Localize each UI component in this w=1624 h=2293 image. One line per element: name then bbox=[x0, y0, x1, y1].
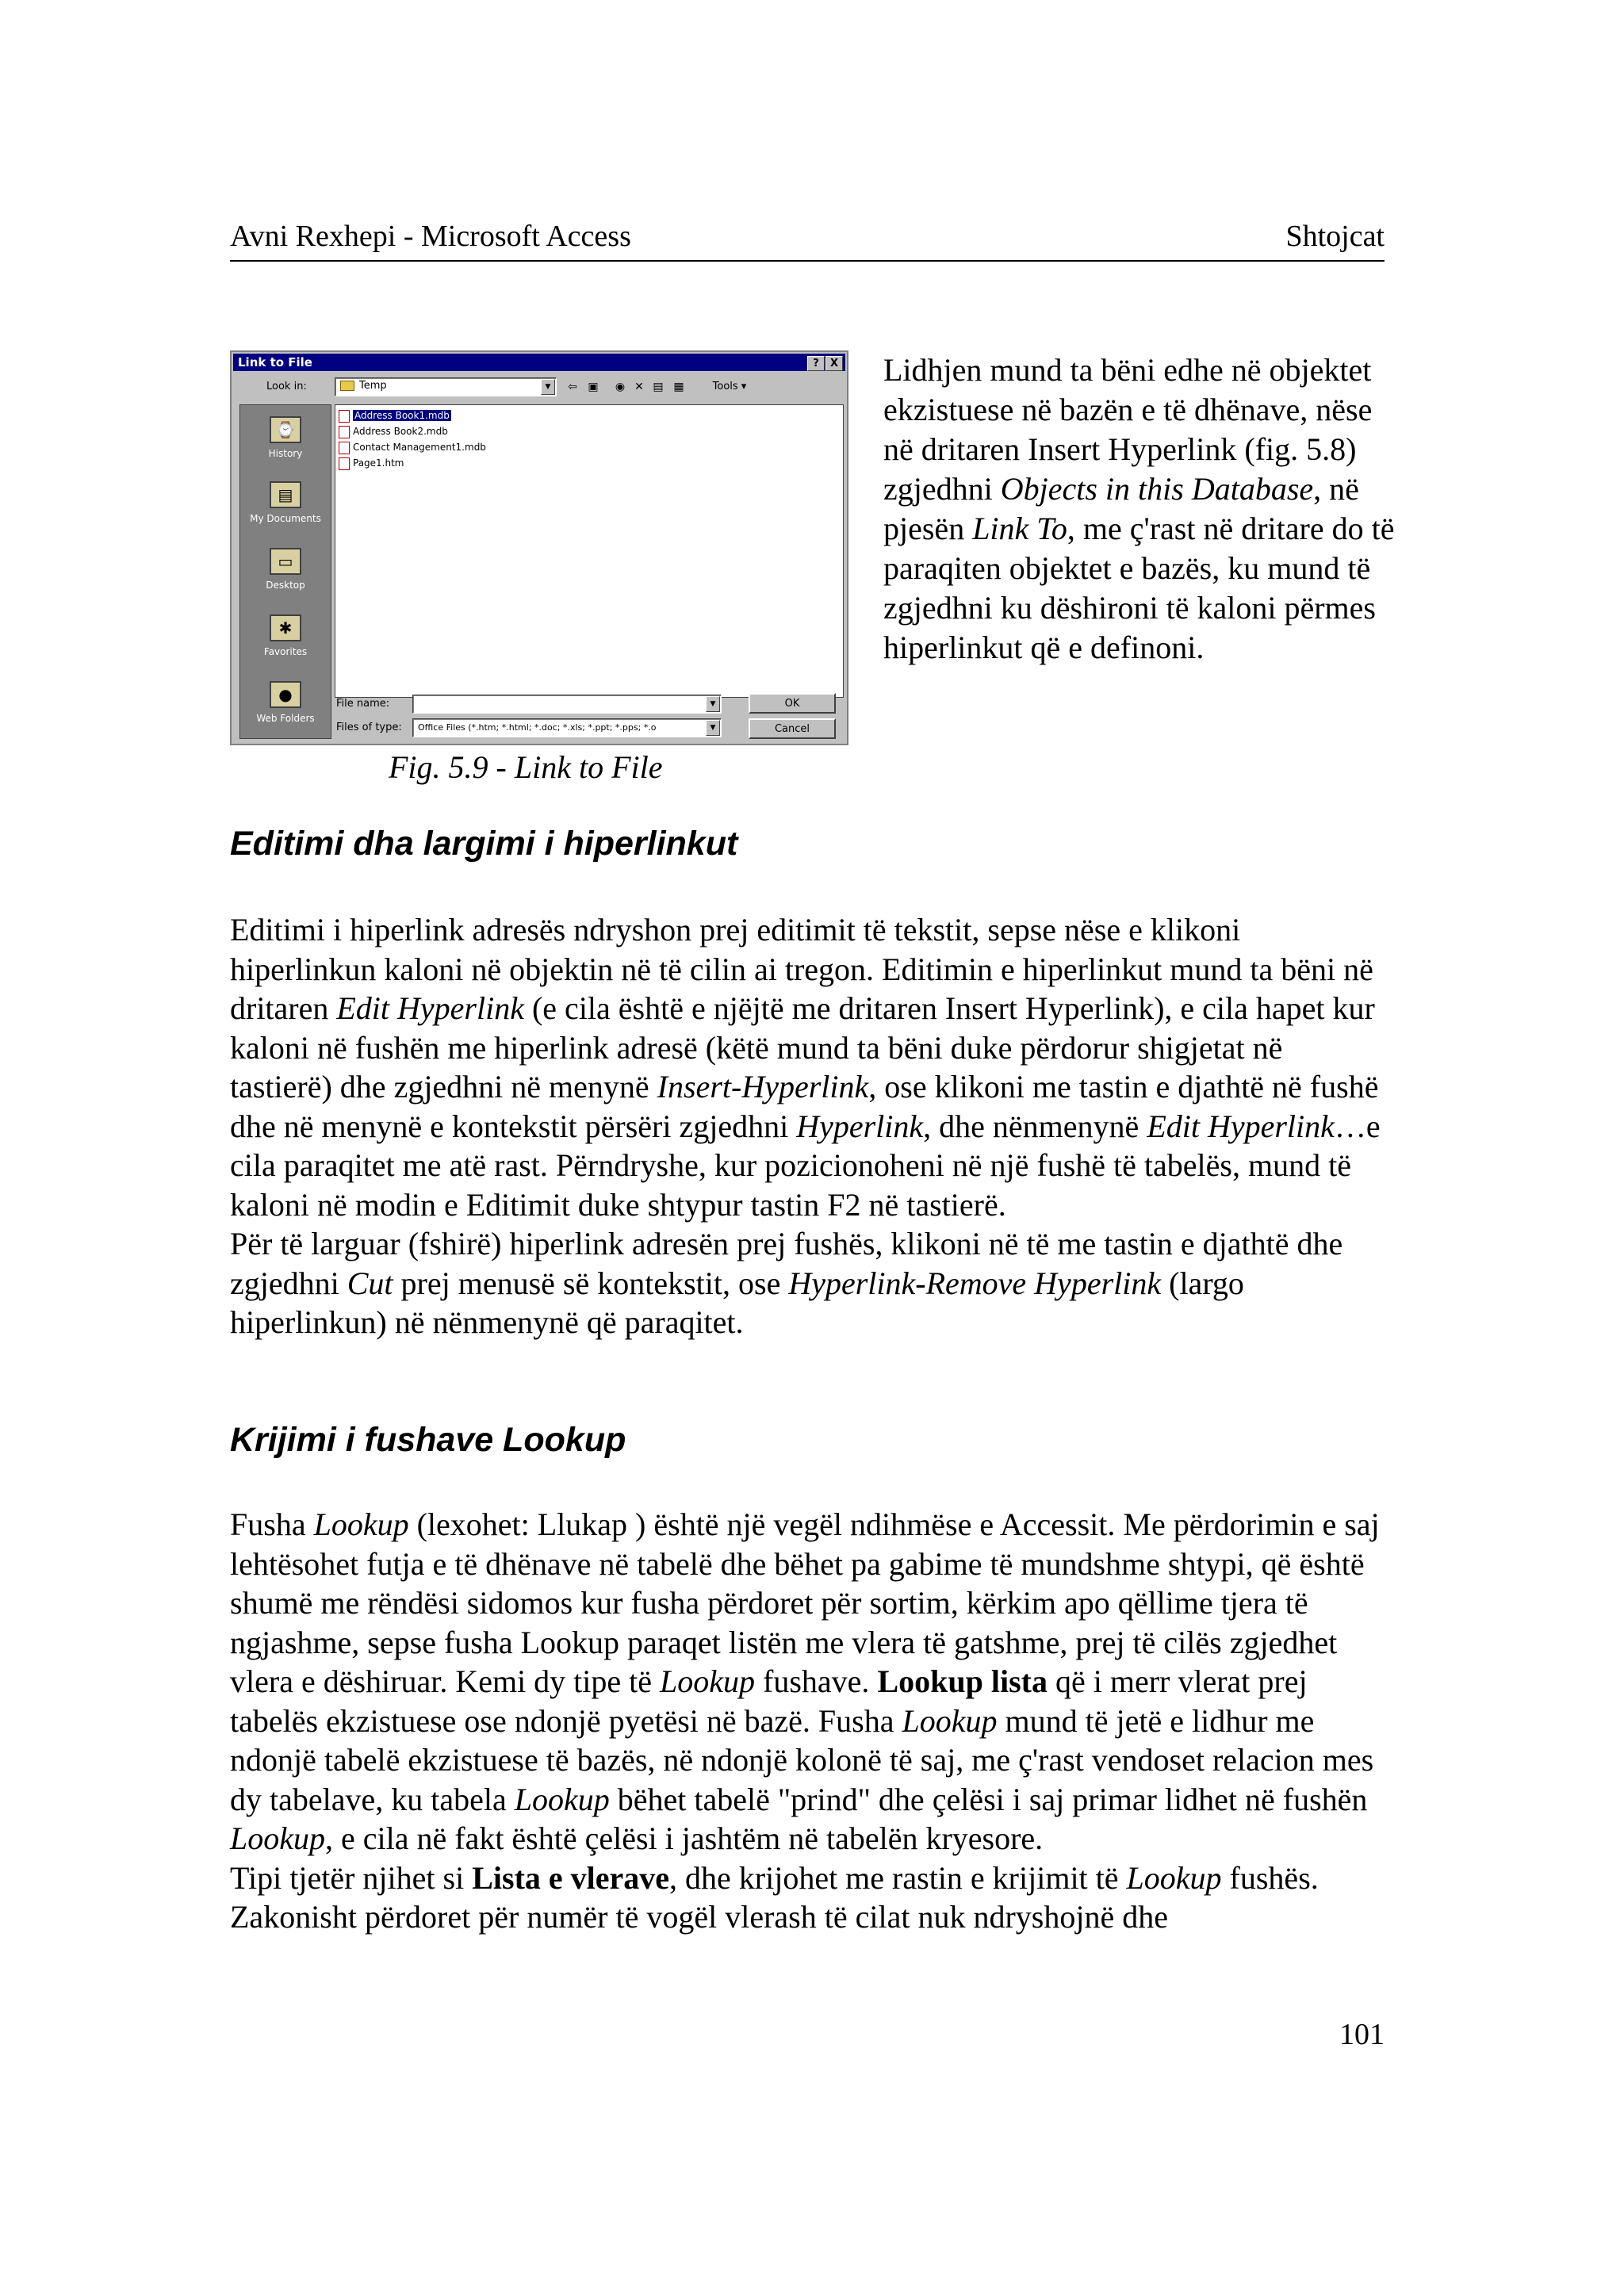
my-documents-icon: ▤ bbox=[270, 481, 301, 508]
file-icon bbox=[339, 442, 350, 454]
list-item[interactable]: Contact Management1.mdb bbox=[339, 440, 486, 454]
text-run: , në pjesën bbox=[883, 471, 1359, 546]
files-of-type-label: Files of type: bbox=[336, 722, 402, 733]
text-run: (e cila është e njëjtë me dritaren Insert Hyperlink), e cila hapet kur kaloni në fushën me hiperlink adresë (këtë mund ta bëni duke përdorur shigjetat në tastierë) dhe zgjedhni në menynë bbox=[230, 990, 1375, 1104]
text-run: (lexohet: Llukap ) është një vegël ndihmëse e Accessit. Me përdorimin e saj lehtësohet futja e të dhënave në tabelë dhe bëhet pa gabime të mundshme shtypi, që është shumë me rëndësi sidomos kur fusha përdoret për sortim, kërkim apo qëllime tjera të ngjashme, sepse fusha Lookup paraqet listën me vlera të gatshme, prej të cilës zgjedhet vlera e dëshiruar. Kemi dy tipe të bbox=[230, 1506, 1380, 1699]
look-in-dropdown[interactable] bbox=[335, 377, 557, 396]
header-left: Avni Rexhepi - Microsoft Access bbox=[230, 220, 631, 253]
place-web-folders[interactable]: ● Web Folders bbox=[240, 681, 331, 724]
text-run: Tipi tjetër njihet si bbox=[230, 1859, 473, 1896]
text-run: Edit Hyperlink bbox=[1147, 1108, 1335, 1144]
place-history[interactable]: ⌚ History bbox=[240, 416, 331, 459]
text-run: Editimi i hiperlink adresës ndryshon prej editimit të tekstit, sepse nëse e klikoni hiperlinkun kaloni në objektin në të cilin ai tregon. Editimin e hiperlinkut mund ta bëni në dritaren bbox=[230, 912, 1373, 1026]
list-item[interactable]: Address Book1.mdb bbox=[339, 408, 451, 423]
views-icon[interactable]: ▦ bbox=[673, 381, 684, 393]
text-run: …e cila paraqitet me atë rast. Përndryshe, kur pozicionoheni në një fushë të tabelës, mund të kaloni në modin e Editimit duke shtypur tastin F2 në tastierë. bbox=[230, 1108, 1381, 1223]
figure-caption: Fig. 5.9 - Link to File bbox=[389, 749, 663, 785]
favorites-icon: ✱ bbox=[270, 614, 301, 641]
text-run: Link To bbox=[972, 511, 1067, 546]
page-number: 101 bbox=[1339, 2018, 1385, 2051]
ok-button[interactable]: OK bbox=[749, 693, 836, 714]
places-bar bbox=[239, 404, 331, 739]
file-icon bbox=[339, 426, 350, 438]
file-icon bbox=[339, 410, 350, 423]
text-run: Objects in this Database bbox=[1000, 471, 1314, 507]
text-run: Insert-Hyperlink bbox=[657, 1069, 869, 1104]
text-run: Lista e vlerave bbox=[472, 1859, 670, 1896]
folder-icon bbox=[340, 381, 354, 391]
cancel-button[interactable]: Cancel bbox=[749, 718, 836, 739]
place-my-documents[interactable]: ▤ My Documents bbox=[240, 481, 331, 524]
paragraph bbox=[230, 910, 1388, 1224]
text-run: që i merr vlerat prej tabelës ekzistuese ose ndonjë pyetësi në bazë. Fusha bbox=[230, 1663, 1308, 1739]
section-heading-lookup: Krijimi i fushave Lookup bbox=[230, 1421, 626, 1459]
text-run: Lidhjen mund ta bëni edhe në objektet ekzistuese në bazën e të dhënave, nëse në dritaren Insert Hyperlink (fig. 5.8) zgjedhni bbox=[883, 352, 1373, 507]
back-icon[interactable]: ⇦ bbox=[568, 381, 577, 393]
file-list bbox=[335, 404, 844, 698]
list-item[interactable]: Page1.htm bbox=[339, 456, 404, 470]
desktop-icon: ▭ bbox=[270, 548, 301, 575]
file-name-input[interactable] bbox=[412, 695, 722, 714]
place-favorites[interactable]: ✱ Favorites bbox=[240, 614, 331, 657]
text-run: Lookup bbox=[230, 1820, 325, 1856]
delete-icon[interactable]: ✕ bbox=[634, 381, 644, 393]
text-run: , dhe nënmenynë bbox=[923, 1108, 1147, 1144]
history-icon: ⌚ bbox=[270, 416, 301, 443]
look-in-label: Look in: bbox=[266, 381, 307, 392]
text-run: , me ç'rast në dritare do të paraqiten objektet e bazës, ku mund të zgjedhni ku dëshironi të kaloni përmes hiperlinkut që e definoni. bbox=[883, 511, 1395, 665]
text-run: fushës. Zakonisht përdoret për numër të vogël vlerash të cilat nuk ndryshojnë dhe bbox=[230, 1859, 1319, 1935]
text-run: , e cila në fakt është çelësi i jashtëm në tabelën kryesore. bbox=[325, 1820, 1044, 1856]
text-run: , dhe krijohet me rastin e krijimit të bbox=[669, 1859, 1127, 1896]
look-in-value: Temp bbox=[359, 380, 387, 392]
text-run: Lookup bbox=[902, 1702, 998, 1739]
search-web-icon[interactable]: ◉ bbox=[615, 381, 626, 393]
tools-menu[interactable]: Tools ▾ bbox=[712, 381, 747, 392]
text-run: Hyperlink-Remove Hyperlink bbox=[788, 1265, 1162, 1301]
text-run: Lookup bbox=[514, 1781, 610, 1817]
side-paragraph bbox=[883, 350, 1399, 668]
section-editing-body bbox=[230, 910, 1388, 1342]
web-folders-icon: ● bbox=[270, 681, 301, 708]
paragraph bbox=[230, 1859, 1388, 1937]
tools-label: Tools bbox=[712, 381, 738, 392]
new-folder-icon[interactable]: ▤ bbox=[653, 381, 664, 393]
file-name-label: File name: bbox=[336, 698, 390, 710]
close-button[interactable]: X bbox=[825, 356, 843, 371]
help-button[interactable]: ? bbox=[807, 356, 825, 371]
text-run: prej menusë së kontekstit, ose bbox=[393, 1265, 789, 1301]
place-desktop[interactable]: ▭ Desktop bbox=[240, 548, 331, 591]
text-run: Cut bbox=[347, 1265, 393, 1301]
text-run: Hyperlink bbox=[796, 1108, 924, 1144]
text-run: (largo hiperlinkun) në nënmenynë që paraqitet. bbox=[230, 1265, 1244, 1340]
chevron-down-icon: ▼ bbox=[706, 720, 720, 736]
text-run: Lookup bbox=[660, 1663, 756, 1699]
text-run: Lookup lista bbox=[877, 1663, 1048, 1699]
header-right: Shtojcat bbox=[1285, 220, 1385, 253]
files-of-type-dropdown[interactable]: Office Files (*.htm; *.html; *.doc; *.xls; *.ppt; *.pps; *.o ▼ bbox=[412, 718, 722, 737]
paragraph bbox=[230, 1224, 1388, 1342]
text-run: mund të jetë e lidhur me ndonjë tabelë ekzistuese të bazës, në ndonjë kolonë të saj, me ç'rast vendoset relacion mes dy tabelave, ku tabela bbox=[230, 1702, 1374, 1817]
file-icon bbox=[339, 457, 350, 470]
chevron-down-icon: ▼ bbox=[706, 696, 720, 712]
paragraph bbox=[230, 1505, 1388, 1859]
page-header bbox=[230, 219, 1385, 262]
text-run: Edit Hyperlink bbox=[336, 990, 524, 1026]
link-to-file-dialog bbox=[230, 350, 848, 745]
list-item[interactable]: Address Book2.mdb bbox=[339, 424, 448, 438]
text-run: bëhet tabelë "prind" dhe çelësi i saj primar lidhet në fushën bbox=[609, 1781, 1368, 1817]
section-heading-editing: Editimi dha largimi i hiperlinkut bbox=[230, 825, 738, 863]
text-run: Fusha bbox=[230, 1506, 314, 1542]
section-lookup-body bbox=[230, 1505, 1388, 1937]
up-folder-icon[interactable]: ▣ bbox=[588, 381, 599, 393]
text-run: fushave. bbox=[755, 1663, 878, 1699]
text-run: Për të larguar (fshirë) hiperlink adresën prej fushës, klikoni në të me tastin e djathtë dhe zgjedhni bbox=[230, 1226, 1343, 1301]
text-run: , ose klikoni me tastin e djathtë në fushë dhe në menynë e kontekstit përsëri zgjedhni bbox=[230, 1069, 1379, 1144]
text-run: Lookup bbox=[1126, 1859, 1222, 1896]
dialog-title: Link to File bbox=[238, 355, 312, 369]
text-run: Lookup bbox=[313, 1506, 409, 1542]
dialog-title-bar bbox=[233, 354, 845, 371]
chevron-down-icon: ▼ bbox=[541, 379, 555, 395]
